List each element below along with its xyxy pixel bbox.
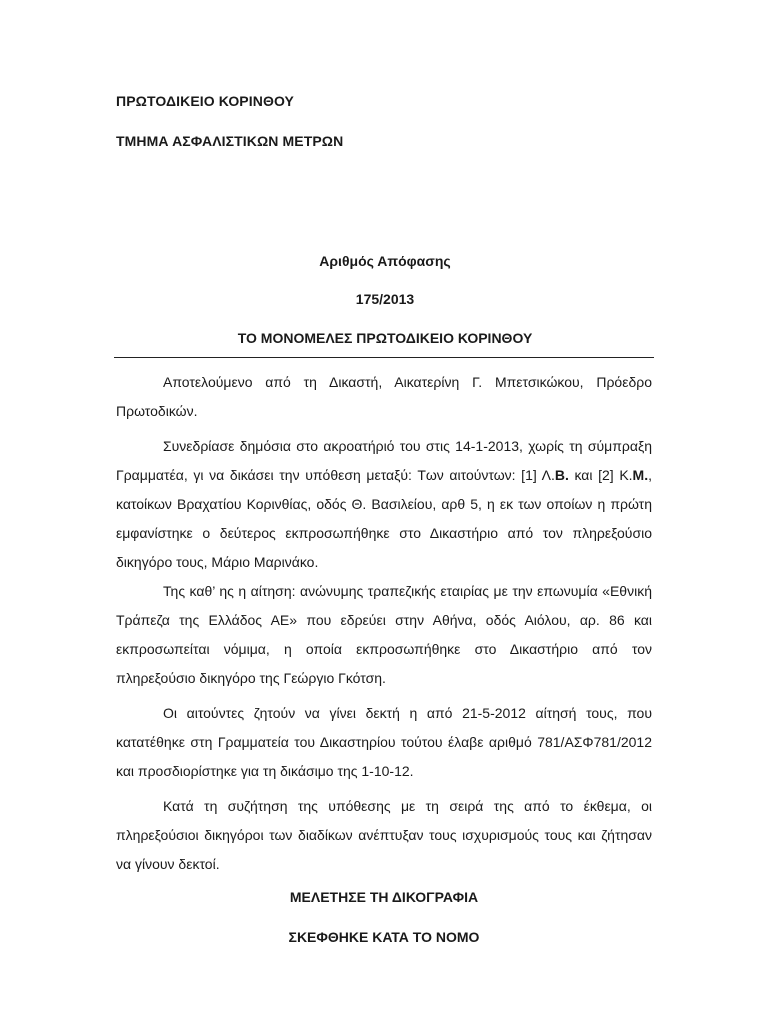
section-heading-considered: ΣΚΕΦΘΗΚΕ ΚΑΤΑ ΤΟ ΝΟΜΟ bbox=[288, 929, 480, 945]
paragraph-request: Οι αιτούντες ζητούν να γίνει δεκτή η από 21-5-2012 αίτησή τους, που κατατέθηκε στη Γραμματεία του Δικαστηρίου τούτου έλαβε αριθμό 781/ΑΣΦ781/2012 και προσδιορίστηκε για τη δικάσιμο της 1-10-12. bbox=[116, 705, 652, 779]
session-initial-b: Β. bbox=[554, 467, 569, 483]
paragraph-hearing: Κατά τη συζήτηση της υπόθεσης με τη σειρά της από το έκθεμα, οι πληρεξούσιοι δικηγόροι των διαδίκων ανέπτυξαν τους ισχυρισμούς τους και ζήτησαν να γίνουν δεκτοί. bbox=[116, 798, 652, 872]
session-text-e: , κατοίκων Βραχατίου Κορινθίας, οδός Θ. Βασιλείου, αρθ 5, η εκ των οποίων η πρώτη εμφανίστηκε ο δεύτερος εκπροσωπήθηκε στο Δικαστήριο από τον πληρεξούσιο δικηγόρο τους, Μάριο Μαρινάκο. bbox=[116, 467, 652, 570]
decision-number-label: Αριθμός Απόφασης bbox=[319, 253, 451, 269]
paragraph-composition: Αποτελούμενο από τη Δικαστή, Αικατερίνη Γ. Μπετσικώκου, Πρόεδρο Πρωτοδικών. bbox=[116, 374, 652, 419]
session-initial-m: Μ. bbox=[632, 467, 649, 483]
decision-number: 175/2013 bbox=[355, 291, 415, 307]
header-divider bbox=[114, 357, 654, 358]
court-department: ΤΜΗΜΑ ΑΣΦΑΛΙΣΤΙΚΩΝ ΜΕΤΡΩΝ bbox=[116, 133, 344, 149]
court-title: ΤΟ ΜΟΝΟΜΕΛΕΣ ΠΡΩΤΟΔΙΚΕΙΟ ΚΟΡΙΝΘΟΥ bbox=[237, 330, 533, 346]
paragraph-session bbox=[116, 432, 652, 577]
paragraph-respondent: Της καθ’ ης η αίτηση: ανώνυμης τραπεζικής εταιρίας με την επωνυμία «Εθνική Τράπεζα της Ελλάδος ΑΕ» που εδρεύει στην Αθήνα, οδός Αιόλου, αρ. 86 και εκπροσωπείται νόμιμα, η οποία εκπροσωπήθηκε στο Δικαστήριο από τον πληρεξούσιο δικηγόρο της Γεώργιο Γκότση. bbox=[116, 583, 652, 686]
session-text-a: Συνεδρίασε δημόσια στο ακροατήριό του στις 14-1-2013, χωρίς τη σύμπραξη Γραμματέα, γι να δικάσει την υπόθεση μεταξύ: Των αιτούντων: [1] Λ. bbox=[116, 438, 652, 483]
session-text-c: και [2] Κ. bbox=[568, 467, 633, 483]
section-heading-studied: ΜΕΛΕΤΗΣΕ ΤΗ ΔΙΚΟΓΡΑΦΙΑ bbox=[289, 889, 479, 905]
court-name: ΠΡΩΤΟΔΙΚΕΙΟ ΚΟΡΙΝΘΟΥ bbox=[116, 93, 294, 109]
